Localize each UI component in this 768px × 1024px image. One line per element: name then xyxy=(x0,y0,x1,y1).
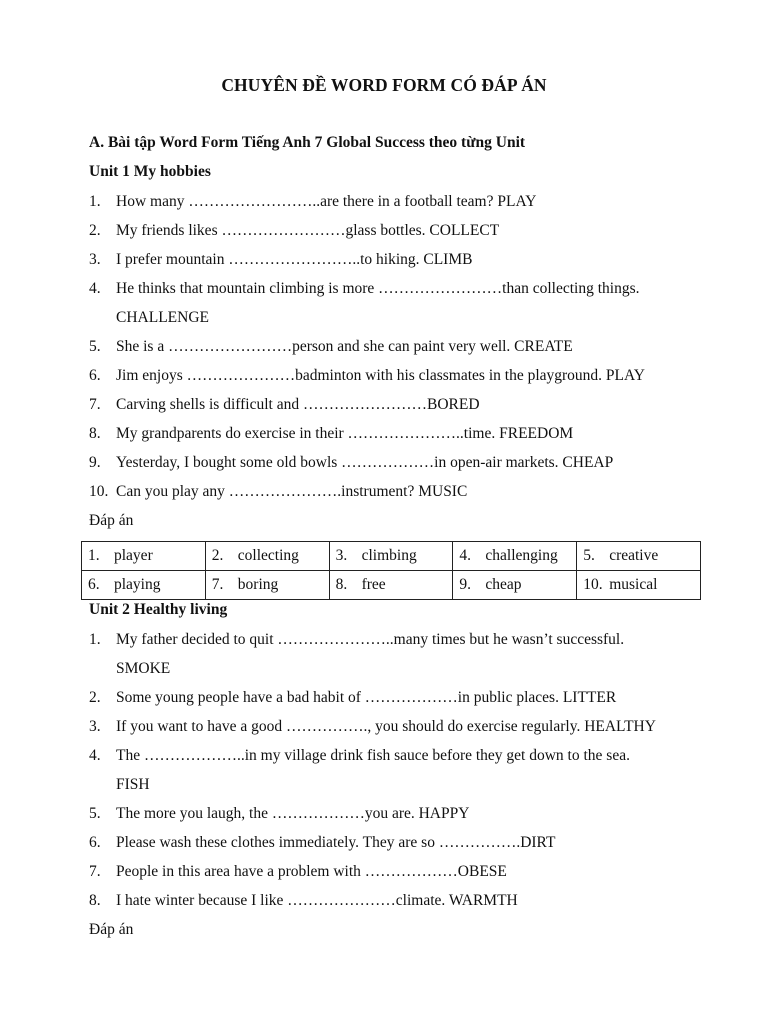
unit1-heading: Unit 1 My hobbies xyxy=(89,163,211,180)
question-item xyxy=(89,886,699,915)
answer-number: 3. xyxy=(335,547,348,564)
question-item xyxy=(89,216,699,245)
question-text: I hate winter because I like …………………climate. WARMTH xyxy=(116,892,518,909)
question-item xyxy=(89,448,699,477)
unit2-question-list xyxy=(89,625,699,915)
question-item xyxy=(89,857,699,886)
question-item xyxy=(89,712,699,741)
answer-cell xyxy=(453,571,577,600)
question-number: 5. xyxy=(89,338,101,355)
question-text: Yesterday, I bought some old bowls ………………in open-air markets. CHEAP xyxy=(116,454,614,471)
question-number: 7. xyxy=(89,863,101,880)
answer-cell xyxy=(82,542,206,571)
question-number: 8. xyxy=(89,425,101,442)
question-item xyxy=(89,332,699,361)
question-number: 1. xyxy=(89,631,101,648)
question-text: My grandparents do exercise in their …………………..time. FREEDOM xyxy=(116,425,574,442)
question-item xyxy=(89,683,699,712)
question-number: 9. xyxy=(89,454,101,471)
answer-number: 10. xyxy=(583,576,603,593)
page-title: CHUYÊN ĐỀ WORD FORM CÓ ĐÁP ÁN xyxy=(221,75,547,95)
question-text: If you want to have a good ……………., you should do exercise regularly. HEALTHY xyxy=(116,718,656,735)
question-number: 10. xyxy=(89,483,109,500)
question-item xyxy=(89,390,699,419)
question-text: How many ……………………..are there in a football team? PLAY xyxy=(116,193,537,210)
answer-word: collecting xyxy=(237,547,299,564)
section-a-heading: A. Bài tập Word Form Tiếng Anh 7 Global Success theo từng Unit xyxy=(89,134,526,151)
answer-cell xyxy=(577,571,701,600)
question-item xyxy=(89,625,699,683)
question-number: 6. xyxy=(89,834,101,851)
answer-word: climbing xyxy=(361,547,417,564)
question-item xyxy=(89,828,699,857)
answer-number: 6. xyxy=(88,576,100,593)
answer-word: playing xyxy=(114,576,161,593)
answer-number: 9. xyxy=(459,576,472,593)
answer-row xyxy=(82,571,701,600)
question-text: Jim enjoys …………………badminton with his classmates in the playground. PLAY xyxy=(116,367,645,384)
question-item xyxy=(89,741,699,799)
answer-word: challenging xyxy=(485,547,558,564)
question-number: 2. xyxy=(89,689,101,706)
answer-number: 7. xyxy=(211,576,224,593)
answer-word: player xyxy=(114,547,153,564)
answer-cell xyxy=(453,542,577,571)
unit1-answer-label: Đáp án xyxy=(89,512,134,529)
question-text: The ………………..in my village drink fish sauce before they get down to the sea. xyxy=(116,747,630,764)
answer-word: boring xyxy=(237,576,279,593)
answer-number: 4. xyxy=(459,547,472,564)
question-number: 5. xyxy=(89,805,101,822)
answer-cell xyxy=(205,542,329,571)
question-item xyxy=(89,361,699,390)
unit2-answer-label: Đáp án xyxy=(89,921,134,938)
question-number: 7. xyxy=(89,396,101,413)
answer-cell xyxy=(82,571,206,600)
question-item xyxy=(89,274,699,332)
question-text: Can you play any ………………….instrument? MUSIC xyxy=(116,483,468,500)
question-number: 4. xyxy=(89,747,101,764)
unit1-question-list xyxy=(89,187,699,506)
question-text: Please wash these clothes immediately. They are so …………….DIRT xyxy=(116,834,556,851)
question-text: I prefer mountain ……………………..to hiking. CLIMB xyxy=(116,251,473,268)
question-item xyxy=(89,187,699,216)
answer-number: 8. xyxy=(335,576,348,593)
unit2-heading: Unit 2 Healthy living xyxy=(89,601,228,618)
question-item xyxy=(89,419,699,448)
question-text: Carving shells is difficult and ……………………BORED xyxy=(116,396,480,413)
answer-number: 5. xyxy=(583,547,595,564)
answer-word: musical xyxy=(609,576,658,593)
question-number: 1. xyxy=(89,193,101,210)
question-number: 3. xyxy=(89,251,101,268)
question-keyword: FISH xyxy=(116,776,150,793)
question-text: Some young people have a bad habit of ………………in public places. LITTER xyxy=(116,689,617,706)
answer-cell xyxy=(577,542,701,571)
question-item xyxy=(89,245,699,274)
question-text: People in this area have a problem with ………………OBESE xyxy=(116,863,507,880)
answer-word: creative xyxy=(609,547,659,564)
answer-word: cheap xyxy=(485,576,522,593)
answer-cell xyxy=(329,571,453,600)
answer-number: 1. xyxy=(88,547,100,564)
question-number: 2. xyxy=(89,222,101,239)
answer-cell xyxy=(205,571,329,600)
question-number: 4. xyxy=(89,280,101,297)
question-item xyxy=(89,799,699,828)
answer-word: free xyxy=(361,576,386,593)
answer-number: 2. xyxy=(211,547,224,564)
question-text: She is a ……………………person and she can paint very well. CREATE xyxy=(116,338,573,355)
unit1-answer-table xyxy=(81,541,701,600)
question-text: The more you laugh, the ………………you are. HAPPY xyxy=(116,805,470,822)
question-item xyxy=(89,477,699,506)
question-number: 3. xyxy=(89,718,101,735)
answer-cell xyxy=(329,542,453,571)
question-text: My friends likes ……………………glass bottles. COLLECT xyxy=(116,222,500,239)
question-number: 8. xyxy=(89,892,101,909)
question-text: He thinks that mountain climbing is more ……………………than collecting things. xyxy=(116,280,640,297)
answer-row xyxy=(82,542,701,571)
question-keyword: CHALLENGE xyxy=(116,309,209,326)
question-text: My father decided to quit …………………..many times but he wasn’t successful. xyxy=(116,631,625,648)
question-keyword: SMOKE xyxy=(116,660,171,677)
question-number: 6. xyxy=(89,367,101,384)
